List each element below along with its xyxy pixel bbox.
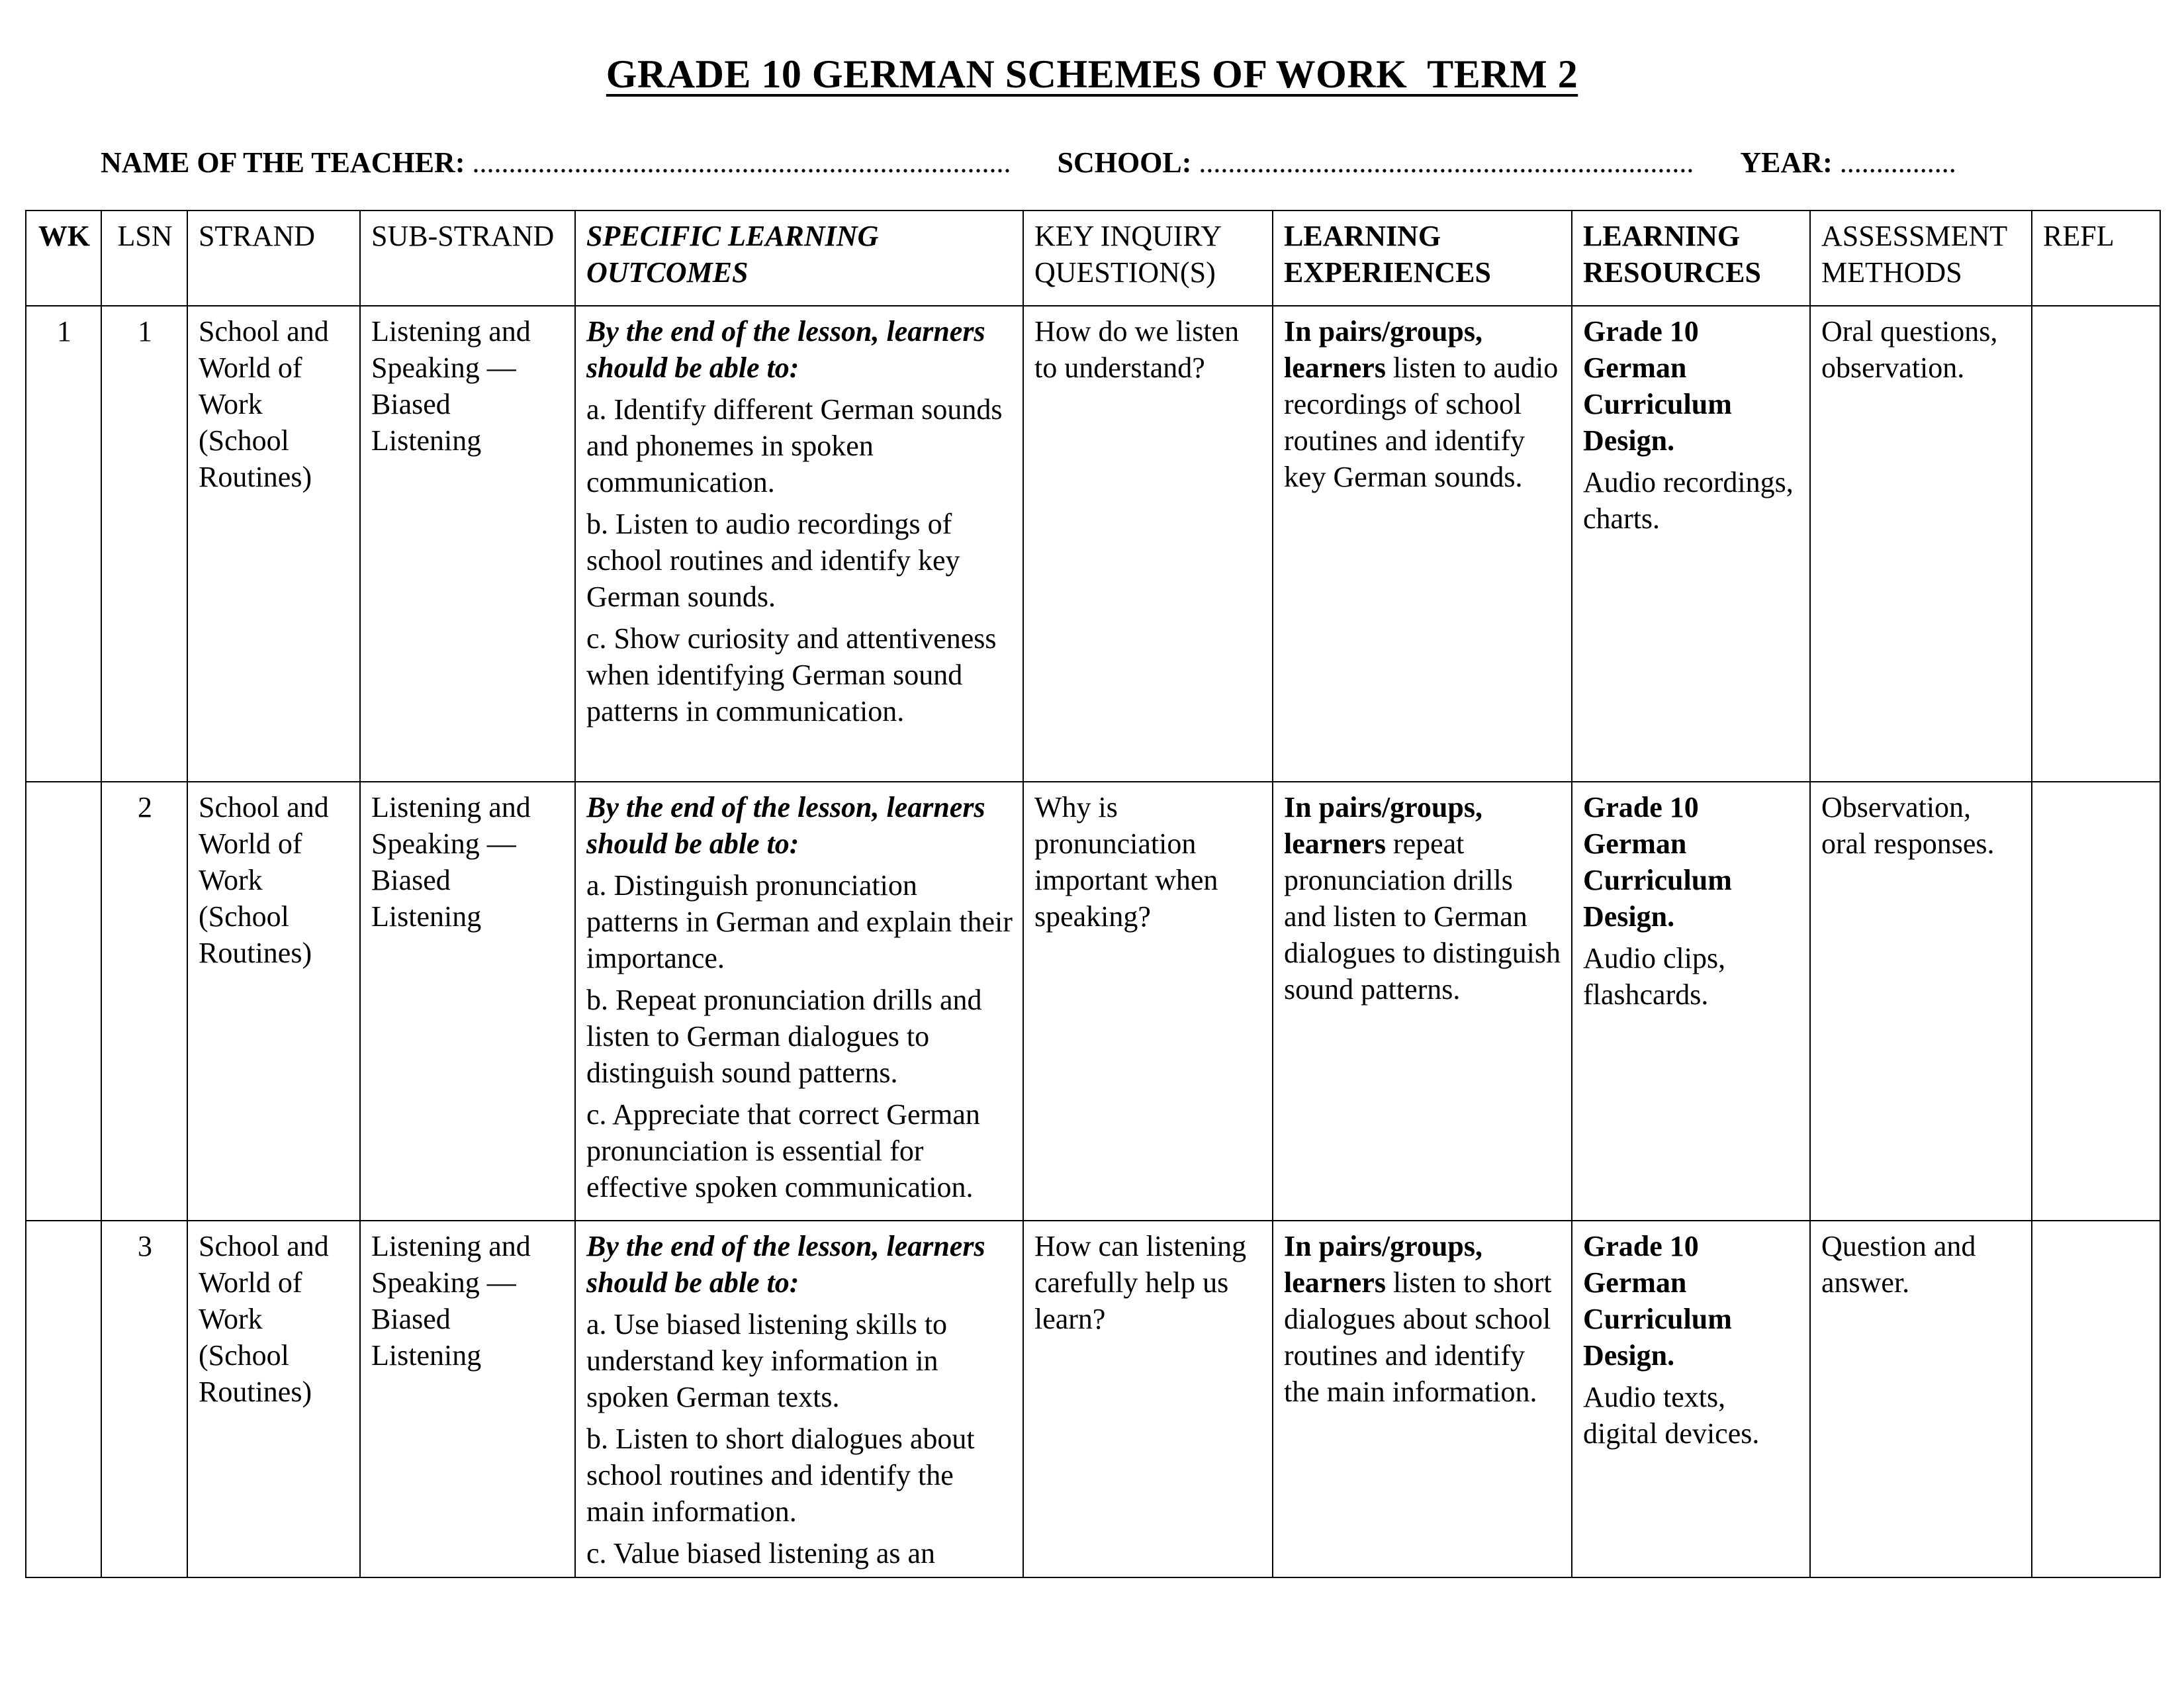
outcome-item: c. Value biased listening as an <box>586 1537 936 1570</box>
cell-outcomes <box>575 782 1023 1221</box>
experiences-lead: In pairs/groups, learners <box>1284 1230 1482 1299</box>
cell-resources <box>1572 782 1810 1221</box>
header-outcomes: SPECIFIC LEARNING OUTCOMES <box>575 211 1023 306</box>
experiences-text: listen to audio recordings of school routines and identify key German sounds. <box>1284 352 1559 493</box>
outcomes-intro: By the end of the lesson, learners should be able to: <box>586 1230 985 1299</box>
resources-lead: Grade 10 German Curriculum Design. <box>1583 1230 1732 1372</box>
scheme-table <box>25 210 2161 1578</box>
outcome-item: c. Appreciate that correct German pronunciation is essential for effective spoken communication. <box>586 1098 980 1203</box>
cell-refl <box>2032 306 2160 782</box>
cell-lsn: 1 <box>101 306 187 782</box>
cell-experiences <box>1273 306 1572 782</box>
header-refl: REFL <box>2032 211 2160 306</box>
resources-text: Audio clips, flashcards. <box>1583 942 1726 1011</box>
resources-lead: Grade 10 German Curriculum Design. <box>1583 315 1732 457</box>
outcome-item: b. Listen to short dialogues about school routines and identify the main information. <box>586 1423 975 1528</box>
header-lsn: LSN <box>101 211 187 306</box>
outcome-item: a. Distinguish pronunciation patterns in German and explain their importance. <box>586 869 1013 974</box>
teacher-blank: .......................................................................... <box>472 146 1011 179</box>
experiences-text: listen to short dialogues about school routines and identify the main information. <box>1284 1266 1552 1408</box>
cell-assessment: Observation, oral responses. <box>1810 782 2032 1221</box>
outcomes-intro: By the end of the lesson, learners should be able to: <box>586 791 985 860</box>
year-blank: ................ <box>1839 146 1956 179</box>
year-label: YEAR: <box>1740 146 1833 179</box>
experiences-lead: In pairs/groups, learners <box>1284 315 1482 384</box>
header-wk: WK <box>26 211 101 306</box>
header-inquiry: KEY INQUIRY QUESTION(S) <box>1023 211 1273 306</box>
outcome-item: a. Use biased listening skills to understand key information in spoken German texts. <box>586 1308 948 1413</box>
cell-sub-strand: Listening and Speaking — Biased Listening <box>360 782 575 1221</box>
table-row <box>26 306 2160 782</box>
cell-wk <box>26 782 101 1221</box>
cell-refl <box>2032 1221 2160 1577</box>
header-sub-strand: SUB-STRAND <box>360 211 575 306</box>
outcome-item: a. Identify different German sounds and phonemes in spoken communication. <box>586 393 1003 498</box>
table-row <box>26 782 2160 1221</box>
school-label: SCHOOL: <box>1057 146 1192 179</box>
cell-assessment: Oral questions, observation. <box>1810 306 2032 782</box>
outcome-item: b. Repeat pronunciation drills and listen to German dialogues to distinguish sound patterns. <box>586 984 982 1089</box>
resources-lead: Grade 10 German Curriculum Design. <box>1583 791 1732 933</box>
outcomes-intro: By the end of the lesson, learners should be able to: <box>586 315 985 384</box>
cell-strand: School and World of Work (School Routines) <box>187 306 360 782</box>
table-row <box>26 1221 2160 1577</box>
cell-experiences <box>1273 1221 1572 1577</box>
cell-strand: School and World of Work (School Routines) <box>187 1221 360 1577</box>
header-resources: LEARNING RESOURCES <box>1572 211 1810 306</box>
cell-outcomes <box>575 1221 1023 1577</box>
document-title: GRADE 10 GERMAN SCHEMES OF WORK TERM 2 <box>606 52 1578 96</box>
cell-lsn: 2 <box>101 782 187 1221</box>
header-experiences: LEARNING EXPERIENCES <box>1273 211 1572 306</box>
resources-text: Audio texts, digital devices. <box>1583 1381 1760 1450</box>
school-blank: .................................................................... <box>1199 146 1694 179</box>
cell-inquiry: How do we listen to understand? <box>1023 306 1273 782</box>
teacher-label: NAME OF THE TEACHER: <box>101 146 465 179</box>
cell-experiences <box>1273 782 1572 1221</box>
experiences-lead: In pairs/groups, learners <box>1284 791 1482 860</box>
outcome-item: c. Show curiosity and attentiveness when identifying German sound patterns in communication. <box>586 622 997 727</box>
cell-assessment: Question and answer. <box>1810 1221 2032 1577</box>
header-assessment: ASSESSMENT METHODS <box>1810 211 2032 306</box>
cell-inquiry: Why is pronunciation important when speaking? <box>1023 782 1273 1221</box>
cell-sub-strand: Listening and Speaking — Biased Listening <box>360 306 575 782</box>
experiences-text: repeat pronunciation drills and listen to German dialogues to distinguish sound patterns. <box>1284 827 1561 1006</box>
cell-outcomes <box>575 306 1023 782</box>
cell-wk <box>26 1221 101 1577</box>
cell-inquiry: How can listening carefully help us learn? <box>1023 1221 1273 1577</box>
header-fields <box>101 144 1956 181</box>
outcome-item: b. Listen to audio recordings of school routines and identify key German sounds. <box>586 508 960 613</box>
cell-resources <box>1572 306 1810 782</box>
header-strand: STRAND <box>187 211 360 306</box>
header-row <box>26 211 2160 306</box>
resources-text: Audio recordings, charts. <box>1583 466 1794 535</box>
cell-resources <box>1572 1221 1810 1577</box>
cell-refl <box>2032 782 2160 1221</box>
cell-lsn: 3 <box>101 1221 187 1577</box>
cell-wk: 1 <box>26 306 101 782</box>
cell-sub-strand: Listening and Speaking — Biased Listening <box>360 1221 575 1577</box>
cell-strand: School and World of Work (School Routines) <box>187 782 360 1221</box>
